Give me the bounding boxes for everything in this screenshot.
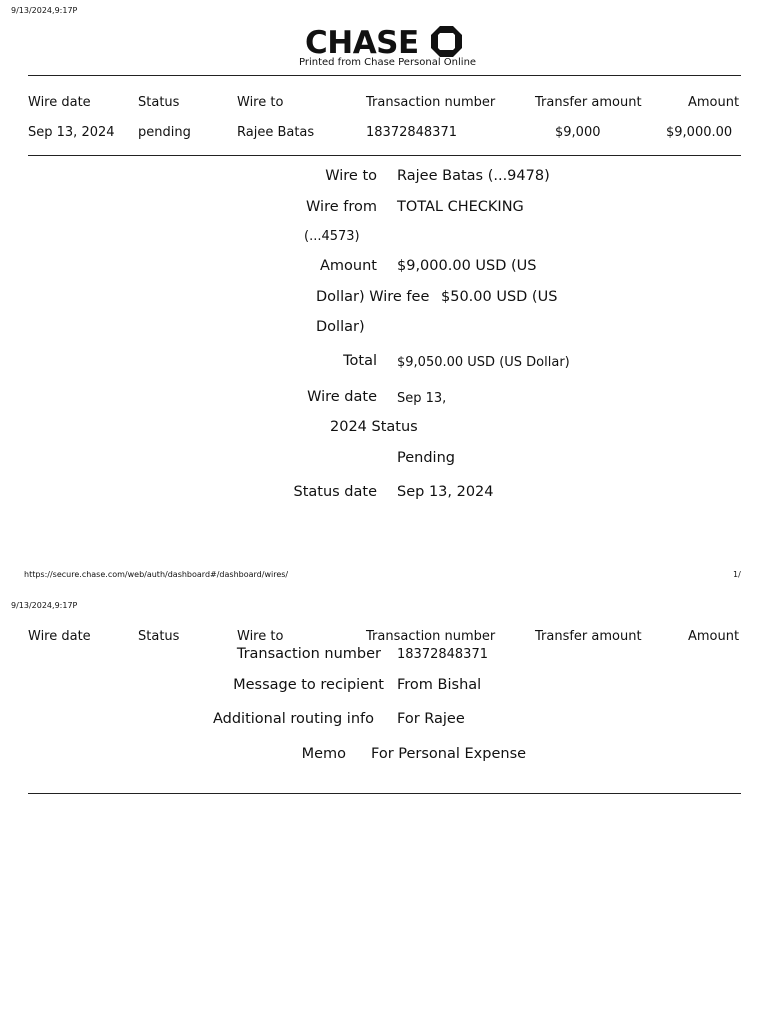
memo-value: For Personal Expense xyxy=(371,746,527,762)
brand-subtitle: Printed from Chase Personal Online xyxy=(299,57,477,68)
message-label: Message to recipient xyxy=(233,677,384,693)
brand-name: CHASE xyxy=(305,25,419,61)
memo-label: Memo xyxy=(301,746,346,762)
header-amount: Amount xyxy=(688,629,740,644)
routing-label: Additional routing info xyxy=(212,711,374,727)
amount-value: $9,000.00 USD (US xyxy=(397,258,537,274)
header-wire-date: Wire date xyxy=(28,629,91,644)
wire-date-label: Wire date xyxy=(307,389,377,405)
header-transaction-number: Transaction number xyxy=(366,95,496,110)
wire-fee-value: $50.00 USD (US xyxy=(441,289,558,305)
wire-from-account: (...4573) xyxy=(304,229,360,244)
header-status: Status xyxy=(138,629,180,644)
transaction-number-label: Transaction number xyxy=(236,646,381,662)
divider xyxy=(28,155,741,156)
total-label: Total xyxy=(343,353,377,369)
divider xyxy=(28,75,741,76)
header-wire-date: Wire date xyxy=(28,95,91,110)
chase-octagon-icon xyxy=(431,26,462,57)
header-amount: Amount xyxy=(688,95,740,110)
cell-status: pending xyxy=(138,125,191,140)
total-value: $9,050.00 USD (US Dollar) xyxy=(397,355,570,370)
wire-fee-continued: Dollar) xyxy=(316,319,365,335)
page-number: 1/ xyxy=(733,570,741,579)
status-date-value: Sep 13, 2024 xyxy=(397,484,494,500)
amount-continued: Dollar) Wire fee xyxy=(316,289,430,305)
amount-label: Amount xyxy=(320,258,377,274)
status-value: Pending xyxy=(397,450,455,466)
header-wire-to: Wire to xyxy=(237,629,284,644)
message-value: From Bishal xyxy=(397,677,482,693)
print-timestamp: 9/13/2024,9:17P xyxy=(11,6,78,15)
cell-wire-to: Rajee Batas xyxy=(237,125,315,140)
wire-date-value: Sep 13, xyxy=(397,391,447,406)
print-timestamp-page-2: 9/13/2024,9:17P xyxy=(11,601,78,610)
divider xyxy=(28,793,741,794)
cell-transfer-amount: $9,000 xyxy=(555,125,601,140)
cell-amount: $9,000.00 xyxy=(666,125,733,140)
wire-to-value: Rajee Batas (...9478) xyxy=(397,168,550,184)
header-wire-to: Wire to xyxy=(237,95,284,110)
transaction-number-value: 18372848371 xyxy=(397,647,488,662)
header-transaction-number: Transaction number xyxy=(366,629,496,644)
routing-value: For Rajee xyxy=(397,711,465,727)
wire-to-label: Wire to xyxy=(325,168,377,184)
status-date-label: Status date xyxy=(293,484,377,500)
wire-from-value: TOTAL CHECKING xyxy=(397,199,524,215)
wire-from-label: Wire from xyxy=(306,199,377,215)
header-transfer-amount: Transfer amount xyxy=(535,95,642,110)
header-transfer-amount: Transfer amount xyxy=(535,629,642,644)
footer-url: https://secure.chase.com/web/auth/dashboard#/dashboard/wires/ xyxy=(24,570,289,579)
cell-transaction-number: 18372848371 xyxy=(366,125,457,140)
wire-date-continued: 2024 Status xyxy=(330,419,418,435)
cell-wire-date: Sep 13, 2024 xyxy=(28,125,115,140)
header-status: Status xyxy=(138,95,180,110)
